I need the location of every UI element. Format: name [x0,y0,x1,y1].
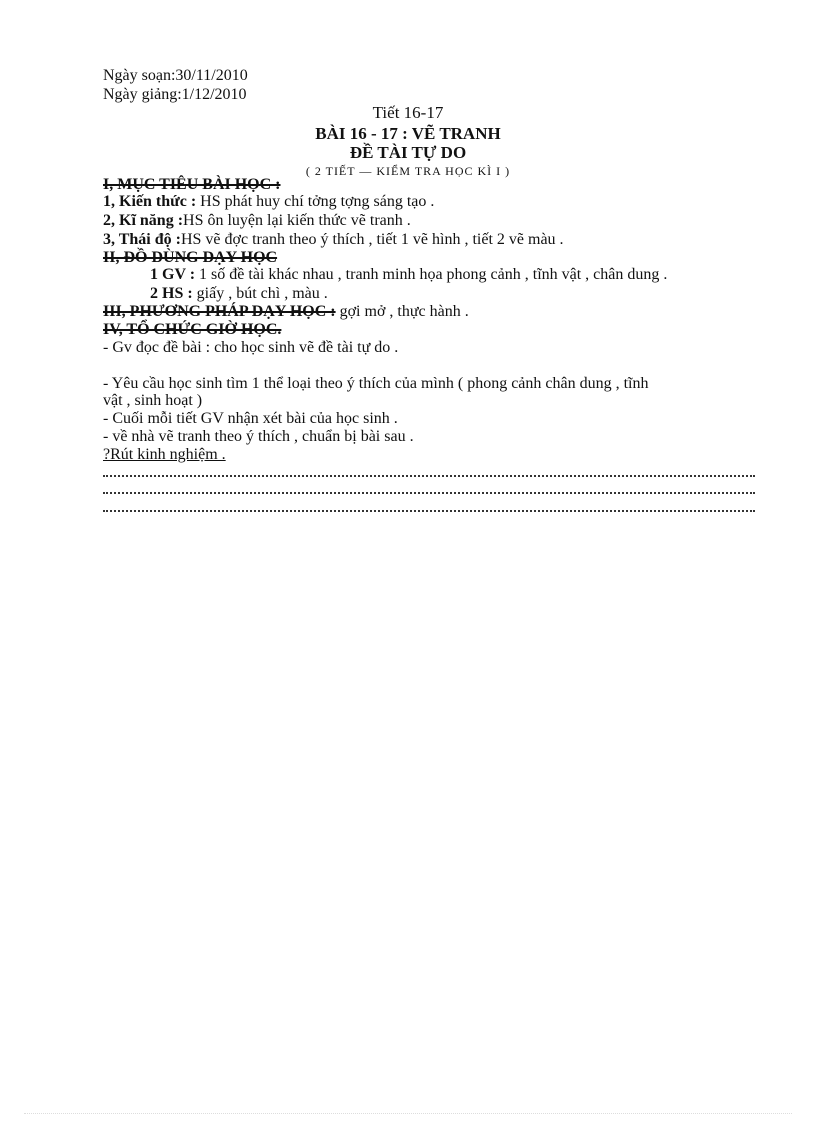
lesson-note: ( 2 TIẾT — KIỂM TRA HỌC KÌ I ) [305,164,511,178]
organization-line-4: - về nhà vẽ tranh theo ý thích , chuẩn bị bài sau . [103,428,414,445]
organization-heading: IV, TỔ CHỨC GIỜ HỌC. [103,321,282,338]
page-bottom-border [24,1113,792,1114]
teacher-label: 1 GV : [150,266,196,283]
topic-title: ĐỀ TÀI TỰ DO [349,143,467,162]
attitude-text: HS vẽ đợc tranh theo ý thích , tiết 1 vẽ hình , tiết 2 vẽ màu . [180,231,564,248]
methods-text: gợi mở , thực hành . [335,303,469,320]
knowledge-line [103,193,434,211]
dotted-line-2 [103,492,755,494]
attitude-label: 3, Thái độ : [103,231,181,248]
organization-line-2b: vật , sinh hoạt ) [103,392,203,409]
knowledge-label: 1, Kiến thức : [103,193,197,210]
organization-line-3: - Cuối mỗi tiết GV nhận xét bài của học sinh . [103,410,398,427]
organization-line-2: - Yêu cầu học sinh tìm 1 thể loại theo ý thích của mình ( phong cảnh chân dung , tĩnh [103,375,649,392]
knowledge-text: HS phát huy chí tởng tợng sáng tạo . [196,193,435,210]
student-label: 2 HS : [150,285,193,302]
attitude-line [103,231,564,249]
lesson-title: BÀI 16 - 17 : VẼ TRANH [315,124,501,143]
date-prepared: Ngày soạn:30/11/2010 [103,67,248,84]
organization-line-1: - Gv đọc đề bài : cho học sinh vẽ đề tài tự do . [103,339,399,356]
dotted-line-1 [103,475,755,477]
teacher-materials-line [150,266,667,284]
student-text: giấy , bút chì , màu . [192,285,328,302]
teacher-text: 1 số đề tài khác nhau , tranh minh họa phong cảnh , tĩnh vật , chân dung . [195,266,668,283]
skills-label: 2, Kĩ năng : [103,212,184,229]
experience-heading: ?Rút kinh nghiệm . [103,446,226,463]
skills-line [103,212,411,230]
materials-heading: II, ĐỒ DÙNG DẠY HỌC [103,249,278,266]
methods-line [103,303,469,321]
methods-heading: III, PHƯƠNG PHÁP DẠY HỌC : [103,303,336,320]
date-taught: Ngày giảng:1/12/2010 [103,86,247,103]
student-materials-line [150,285,328,303]
skills-text: HS ôn luyện lại kiến thức vẽ tranh . [183,212,411,229]
objectives-heading: I, MỤC TIÊU BÀI HỌC : [103,176,281,193]
period-label: Tiết 16-17 [372,103,444,122]
dotted-line-3 [103,510,755,512]
